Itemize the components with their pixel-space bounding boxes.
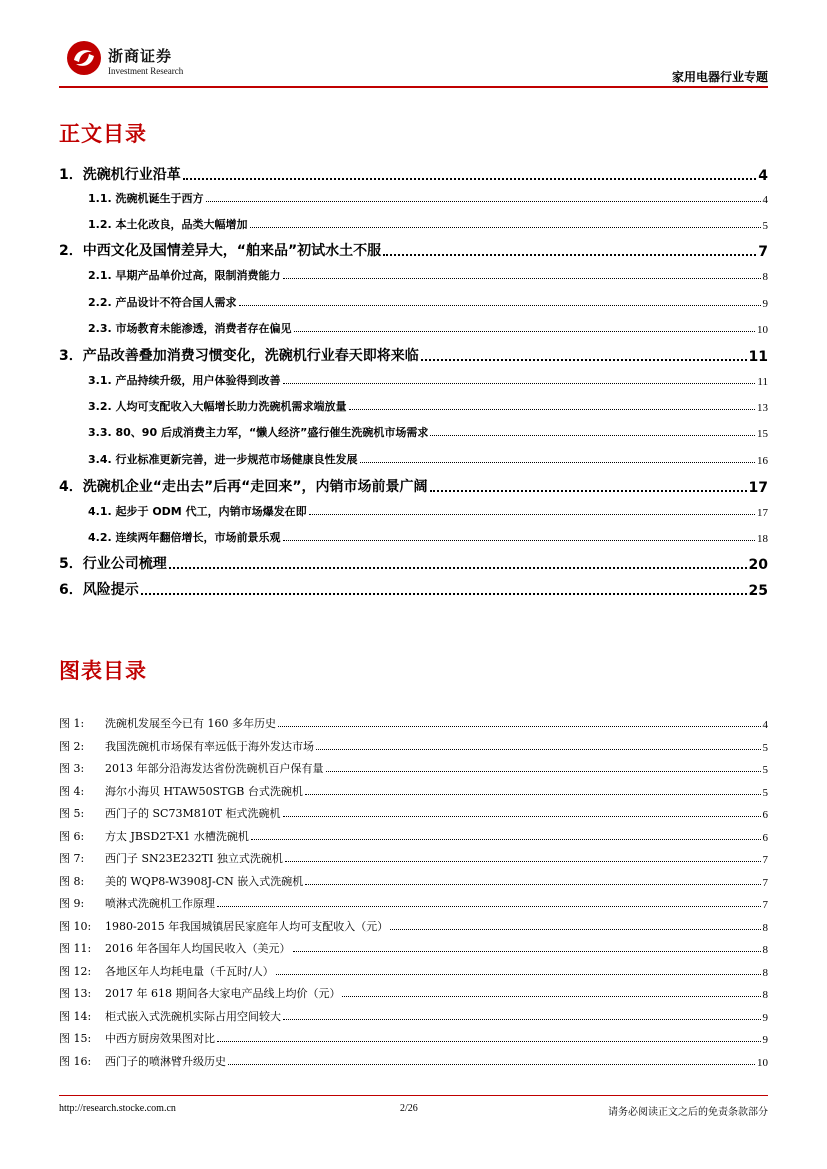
figure-page: 7 (762, 899, 768, 911)
dot-leader (217, 1041, 761, 1042)
figure-page: 5 (762, 742, 768, 754)
dot-leader (285, 861, 761, 862)
header-divider (59, 86, 768, 88)
dot-leader (239, 305, 761, 306)
toc-entry[interactable] (88, 424, 768, 440)
figure-number: 图 11: (59, 942, 92, 955)
dot-leader (326, 771, 761, 772)
toc-entry-label: 1．洗碗机行业沿革 (59, 167, 181, 183)
toc-entry-label: 1.2. 本土化改良，品类大幅增加 (88, 218, 248, 231)
figure-title: 中西方厨房效果图对比 (105, 1032, 215, 1045)
dot-leader (283, 540, 756, 541)
dot-leader (309, 514, 755, 515)
figure-title: 我国洗碗机市场保有率远低于海外发达市场 (105, 740, 314, 753)
dot-leader (390, 929, 760, 930)
dot-leader (276, 974, 761, 975)
toc-entry-page: 4 (758, 168, 768, 184)
figure-page: 8 (762, 922, 768, 934)
toc-entry-page: 25 (748, 583, 768, 599)
figure-entry[interactable] (59, 873, 768, 889)
dot-leader (383, 254, 756, 256)
page-number: 2/26 (400, 1103, 418, 1114)
figure-entry[interactable] (59, 760, 768, 776)
figure-page: 7 (762, 877, 768, 889)
dot-leader (283, 278, 761, 279)
figure-entry[interactable] (59, 828, 768, 844)
toc-entry[interactable] (59, 240, 768, 260)
figure-page: 5 (762, 787, 768, 799)
figure-number: 图 13: (59, 987, 92, 1000)
toc-entry-label: 1.1. 洗碗机诞生于西方 (88, 192, 204, 205)
figure-number: 图 6: (59, 830, 85, 843)
figure-entry[interactable] (59, 805, 768, 821)
dot-leader (283, 816, 761, 817)
dot-leader (349, 409, 756, 410)
toc-entry[interactable] (88, 216, 768, 232)
toc-entry-label: 3.4. 行业标准更新完善，进一步规范市场健康良性发展 (88, 453, 358, 466)
toc-entry-label: 6．风险提示 (59, 582, 139, 598)
figure-page: 7 (762, 854, 768, 866)
dot-leader (283, 383, 756, 384)
dot-leader (360, 462, 756, 463)
dot-leader (294, 331, 756, 332)
toc-entry[interactable] (59, 164, 768, 184)
figure-number: 图 8: (59, 875, 85, 888)
figure-title: 洗碗机发展至今已有 160 多年历史 (105, 717, 276, 730)
toc-entry[interactable] (59, 579, 768, 599)
figure-title: 方太 JBSD2T-X1 水槽洗碗机 (105, 830, 249, 843)
figure-number: 图 2: (59, 740, 85, 753)
toc-entry-page: 4 (762, 194, 768, 206)
figure-page: 5 (762, 764, 768, 776)
dot-leader (141, 593, 747, 595)
figure-title: 西门子的 SC73M810T 柜式洗碗机 (105, 807, 281, 820)
footer-divider (59, 1095, 768, 1096)
dot-leader (206, 201, 761, 202)
figure-number: 图 4: (59, 785, 85, 798)
figure-entry[interactable] (59, 1030, 768, 1046)
figure-page: 8 (762, 967, 768, 979)
figure-page: 9 (762, 1034, 768, 1046)
figure-entry[interactable] (59, 940, 768, 956)
toc-entry-label: 2.2. 产品设计不符合国人需求 (88, 296, 237, 309)
dot-leader (283, 1019, 761, 1020)
toc-entry[interactable] (88, 503, 768, 519)
toc-entry[interactable] (59, 476, 768, 496)
toc-entry-page: 13 (757, 402, 768, 414)
figure-title: 西门子 SN23E232TI 独立式洗碗机 (105, 852, 283, 865)
dot-leader (430, 490, 747, 492)
toc-entry-label: 4．洗碗机企业“走出去”后再“走回来”，内销市场前景广阔 (59, 479, 428, 495)
dot-leader (169, 567, 747, 569)
toc-entry-page: 11 (757, 376, 768, 388)
dot-leader (251, 839, 761, 840)
figure-entry[interactable] (59, 963, 768, 979)
dot-leader (421, 359, 747, 361)
figure-entry[interactable] (59, 918, 768, 934)
dot-leader (293, 951, 761, 952)
toc-entry-label: 2.1. 早期产品单价过高，限制消费能力 (88, 269, 281, 282)
toc-entry-page: 7 (758, 244, 768, 260)
toc-entry-label: 2．中西文化及国情差异大，“舶来品”初试水土不服 (59, 243, 382, 259)
figure-number: 图 14: (59, 1010, 92, 1023)
dot-leader (183, 178, 757, 180)
toc-entry-page: 17 (757, 507, 768, 519)
figure-page: 4 (762, 719, 768, 731)
dot-leader (250, 227, 761, 228)
figure-number: 图 12: (59, 965, 92, 978)
toc-entry[interactable] (88, 372, 768, 388)
toc-entry-label: 3.2. 人均可支配收入大幅增长助力洗碗机需求端放量 (88, 400, 347, 413)
figure-page: 10 (757, 1057, 768, 1069)
toc-entry-label: 3.3. 80、90 后成消费主力军，“懒人经济”盛行催生洗碗机市场需求 (88, 426, 429, 439)
toc-entry[interactable] (88, 320, 768, 336)
toc-entry[interactable] (59, 553, 768, 573)
figure-number: 图 7: (59, 852, 85, 865)
figure-entry[interactable] (59, 715, 768, 731)
figure-entry[interactable] (59, 1008, 768, 1024)
figure-number: 图 15: (59, 1032, 92, 1045)
logo-subtext: Investment Research (108, 66, 184, 76)
figure-title: 1980-2015 年我国城镇居民家庭年人均可支配收入（元） (105, 920, 389, 933)
figure-page: 9 (762, 1012, 768, 1024)
logo-text: 浙商证券 (108, 47, 173, 65)
figure-title: 2016 年各国年人均国民收入（美元） (105, 942, 291, 955)
toc-entry-page: 8 (762, 271, 768, 283)
dot-leader (305, 794, 761, 795)
report-category: 家用电器行业专题 (671, 70, 768, 84)
figures-heading: 图表目录 (59, 659, 147, 683)
toc-entry-label: 2.3. 市场教育未能渗透，消费者存在偏见 (88, 322, 292, 335)
figure-number: 图 10: (59, 920, 92, 933)
toc-entry-page: 15 (757, 428, 768, 440)
toc-entry-page: 20 (748, 557, 768, 573)
toc-entry[interactable] (88, 451, 768, 467)
dot-leader (342, 996, 760, 997)
toc-heading: 正文目录 (59, 122, 147, 146)
figure-entry[interactable] (59, 738, 768, 754)
toc-entry-label: 5．行业公司梳理 (59, 556, 167, 572)
toc-entry-label: 3．产品改善叠加消费习惯变化，洗碗机行业春天即将来临 (59, 348, 419, 364)
dot-leader (217, 906, 761, 907)
figure-number: 图 9: (59, 897, 85, 910)
figure-title: 喷淋式洗碗机工作原理 (105, 897, 215, 910)
dot-leader (316, 749, 761, 750)
figure-number: 图 5: (59, 807, 85, 820)
footer-disclaimer: 请务必阅读正文之后的免责条款部分 (608, 1107, 768, 1118)
toc-entry-label: 4.2. 连续两年翻倍增长，市场前景乐观 (88, 531, 281, 544)
figure-number: 图 1: (59, 717, 85, 730)
figure-title: 美的 WQP8-W3908J-CN 嵌入式洗碗机 (105, 875, 304, 888)
figure-page: 8 (762, 944, 768, 956)
toc-entry-page: 11 (748, 349, 768, 365)
toc-entry[interactable] (88, 190, 768, 206)
toc-entry-page: 10 (757, 324, 768, 336)
figure-title: 2013 年部分沿海发达省份洗碗机百户保有量 (105, 762, 324, 775)
toc-entry-label: 4.1. 起步于 ODM 代工，内销市场爆发在即 (88, 505, 307, 518)
dot-leader (278, 726, 761, 727)
figure-page: 6 (762, 809, 768, 821)
toc-entry-page: 18 (757, 533, 768, 545)
toc-entry[interactable] (59, 345, 768, 365)
toc-entry-page: 17 (748, 480, 768, 496)
figure-number: 图 3: (59, 762, 85, 775)
toc-entry-page: 16 (757, 455, 768, 467)
figure-title: 2017 年 618 期间各大家电产品线上均价（元） (105, 987, 341, 1000)
logo-icon (66, 40, 102, 76)
figure-entry[interactable] (59, 850, 768, 866)
figure-title: 西门子的喷淋臂升级历史 (105, 1055, 226, 1068)
figure-entry[interactable] (59, 783, 768, 799)
toc-entry-label: 3.1. 产品持续升级，用户体验得到改善 (88, 374, 281, 387)
figure-entry[interactable] (59, 895, 768, 911)
figure-title: 海尔小海贝 HTAW50STGB 台式洗碗机 (105, 785, 303, 798)
dot-leader (228, 1064, 755, 1065)
toc-entry-page: 5 (762, 220, 768, 232)
toc-entry[interactable] (88, 294, 768, 310)
figure-number: 图 16: (59, 1055, 92, 1068)
dot-leader (430, 435, 755, 436)
toc-entry-page: 9 (762, 298, 768, 310)
figure-entry[interactable] (59, 1053, 768, 1069)
toc-entry[interactable] (88, 398, 768, 414)
dot-leader (305, 884, 760, 885)
toc-entry[interactable] (88, 267, 768, 283)
figure-page: 8 (762, 989, 768, 1001)
figure-title: 柜式嵌入式洗碗机实际占用空间较大 (105, 1010, 281, 1023)
toc-entry[interactable] (88, 529, 768, 545)
footer-url[interactable]: http://research.stocke.com.cn (59, 1103, 176, 1114)
figure-title: 各地区年人均耗电量（千瓦时/人） (105, 965, 274, 978)
figure-entry[interactable] (59, 985, 768, 1001)
figure-page: 6 (762, 832, 768, 844)
